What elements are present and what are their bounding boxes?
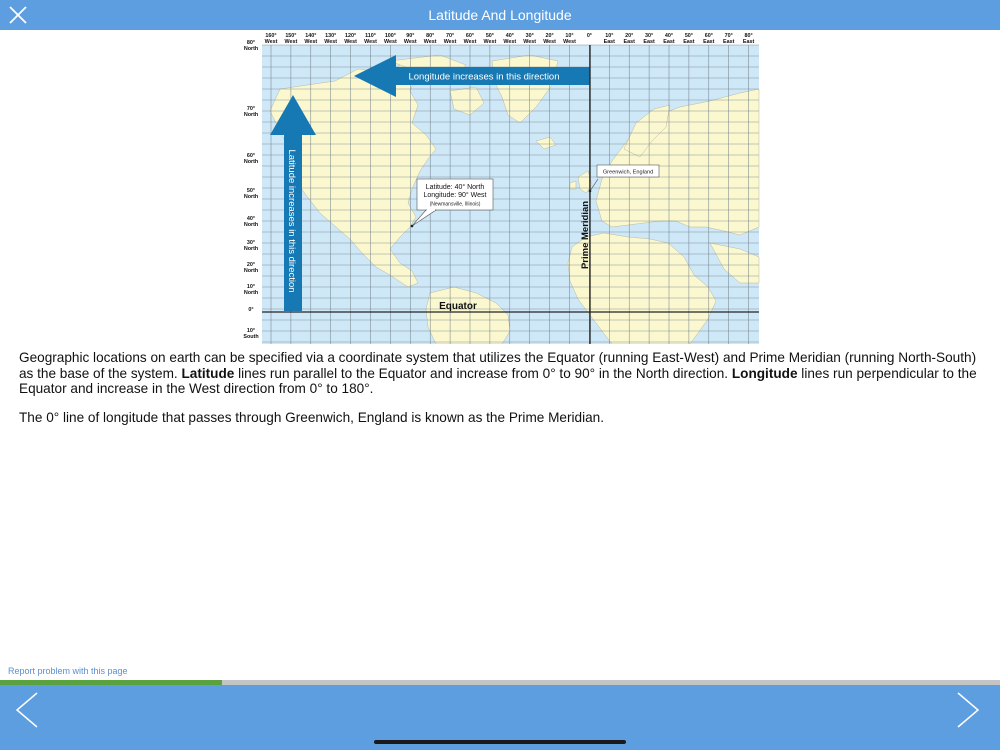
paragraph-prime-meridian: The 0° line of longitude that passes through Greenwich, England is known as the Prime Meridian.: [19, 409, 605, 425]
callout-longitude: Longitude: 90° West: [423, 192, 487, 199]
longitude-label-degree: 70°: [724, 33, 733, 39]
longitude-label-direction: West: [364, 39, 377, 45]
longitude-label-direction: East: [683, 39, 695, 45]
chevron-left-icon: [13, 691, 43, 729]
longitude-label-degree: 70°: [446, 33, 455, 39]
p1-text-3: lines run perpendicular to the Equator and increase in the West direction from 0° to 180°.: [19, 365, 977, 396]
latitude-label-direction: South: [243, 334, 259, 340]
previous-button[interactable]: [13, 691, 43, 729]
longitude-label-degree: 150°: [285, 33, 297, 39]
longitude-arrow-label: Longitude increases in this direction: [408, 71, 560, 83]
longitude-label-direction: East: [742, 39, 755, 45]
latitude-longitude-map: [240, 31, 760, 344]
latitude-arrow-label: Latitude increases in this direction: [286, 149, 297, 293]
longitude-label-degree: 10°: [565, 33, 574, 39]
equator-label: Equator: [439, 301, 477, 312]
longitude-label-direction: West: [483, 39, 497, 45]
longitude-label-direction: West: [523, 39, 537, 45]
longitude-label-degree: 30°: [525, 33, 534, 39]
latitude-label-direction: North: [243, 46, 259, 52]
report-problem-link[interactable]: Report problem with this page: [8, 666, 128, 676]
longitude-label-direction: West: [284, 39, 298, 45]
latitude-label-degree: 20°: [246, 262, 256, 268]
lesson-content: [19, 350, 979, 438]
paragraph-intro: [19, 350, 979, 397]
longitude-label-degree: 20°: [545, 33, 554, 39]
chevron-right-icon: [953, 691, 983, 729]
longitude-label-degree: 0°: [586, 33, 592, 39]
latitude-label-direction: North: [243, 112, 259, 118]
callout-latitude: Latitude: 40° North: [425, 184, 485, 191]
longitude-label-degree: 130°: [325, 33, 337, 39]
longitude-label-degree: 60°: [704, 33, 713, 39]
longitude-label-direction: West: [384, 39, 397, 45]
prime-meridian-label: Prime Meridian: [580, 200, 591, 270]
latitude-label-degree: 40°: [246, 216, 256, 222]
longitude-label-degree: 40°: [664, 33, 674, 39]
longitude-label-direction: West: [563, 39, 576, 45]
close-icon: [6, 4, 30, 26]
longitude-label-direction: West: [543, 39, 556, 45]
longitude-label-direction: East: [723, 39, 735, 45]
latitude-label-degree: 70°: [246, 106, 256, 112]
latitude-label-degree: 60°: [246, 153, 256, 159]
longitude-label-degree: 120°: [345, 33, 357, 39]
latitude-label-direction: North: [243, 222, 259, 228]
p1-text-2: lines run parallel to the Equator and increase from 0° to 90° in the North direction.: [234, 365, 732, 381]
longitude-label-direction: West: [463, 39, 477, 45]
longitude-label-direction: East: [643, 39, 655, 45]
callout-place: (Newmansville, Illinois): [429, 201, 481, 208]
latitude-label-direction: North: [243, 290, 259, 296]
p1-text-1: Geographic locations on earth can be specified via a coordinate system that utilizes the Equator (running East-West) and Prime Meridian (running North-South) as the base of the system.: [19, 350, 977, 381]
longitude-label-degree: 40°: [505, 33, 514, 39]
p1-bold-longitude: Longitude: [731, 365, 798, 381]
latitude-label-degree: 80°: [246, 40, 256, 46]
longitude-label-degree: 140°: [305, 33, 317, 39]
longitude-label-direction: East: [623, 39, 635, 45]
longitude-label-direction: West: [443, 39, 457, 45]
longitude-label-direction: West: [304, 39, 318, 45]
latitude-label-direction: North: [243, 194, 259, 200]
latitude-label-degree: 30°: [246, 240, 256, 246]
latitude-label-direction: North: [243, 159, 259, 165]
page-title: Latitude And Longitude: [428, 7, 572, 23]
home-indicator: [374, 740, 626, 744]
next-button[interactable]: [953, 691, 983, 729]
longitude-label-degree: 50°: [684, 33, 693, 39]
longitude-label-direction: West: [324, 39, 338, 45]
latitude-label-direction: North: [243, 268, 259, 274]
longitude-label-degree: 110°: [365, 33, 376, 39]
longitude-label-direction: East: [603, 39, 615, 45]
longitude-label-degree: 80°: [744, 33, 753, 39]
longitude-label-direction: West: [503, 39, 517, 45]
longitude-label-direction: West: [344, 39, 357, 45]
longitude-label-degree: 90°: [406, 33, 415, 39]
map-figure: [240, 31, 760, 344]
longitude-label-degree: 10°: [605, 33, 614, 39]
latitude-label-degree: 10°: [246, 328, 256, 334]
longitude-label-degree: 30°: [645, 33, 654, 39]
latitude-label-degree: 50°: [246, 188, 256, 194]
p1-bold-latitude: Latitude: [181, 365, 235, 381]
longitude-label-degree: 80°: [426, 33, 435, 39]
close-button[interactable]: [6, 4, 30, 26]
longitude-label-degree: 20°: [625, 33, 634, 39]
greenwich-callout-label: Greenwich, England: [602, 169, 654, 176]
latitude-label-degree: 10°: [246, 284, 256, 290]
longitude-label-direction: East: [703, 39, 715, 45]
longitude-label-degree: 50°: [485, 33, 494, 39]
latitude-label-direction: North: [243, 246, 259, 252]
longitude-label-direction: West: [264, 39, 278, 45]
longitude-label-degree: 60°: [465, 33, 475, 39]
longitude-label-direction: West: [423, 39, 437, 45]
longitude-label-degree: 100°: [384, 33, 396, 39]
latitude-label-degree: 0°: [248, 307, 254, 313]
title-bar: [0, 0, 1000, 30]
longitude-label-direction: West: [403, 39, 417, 45]
longitude-label-degree: 160°: [265, 33, 277, 39]
longitude-label-direction: East: [663, 39, 675, 45]
